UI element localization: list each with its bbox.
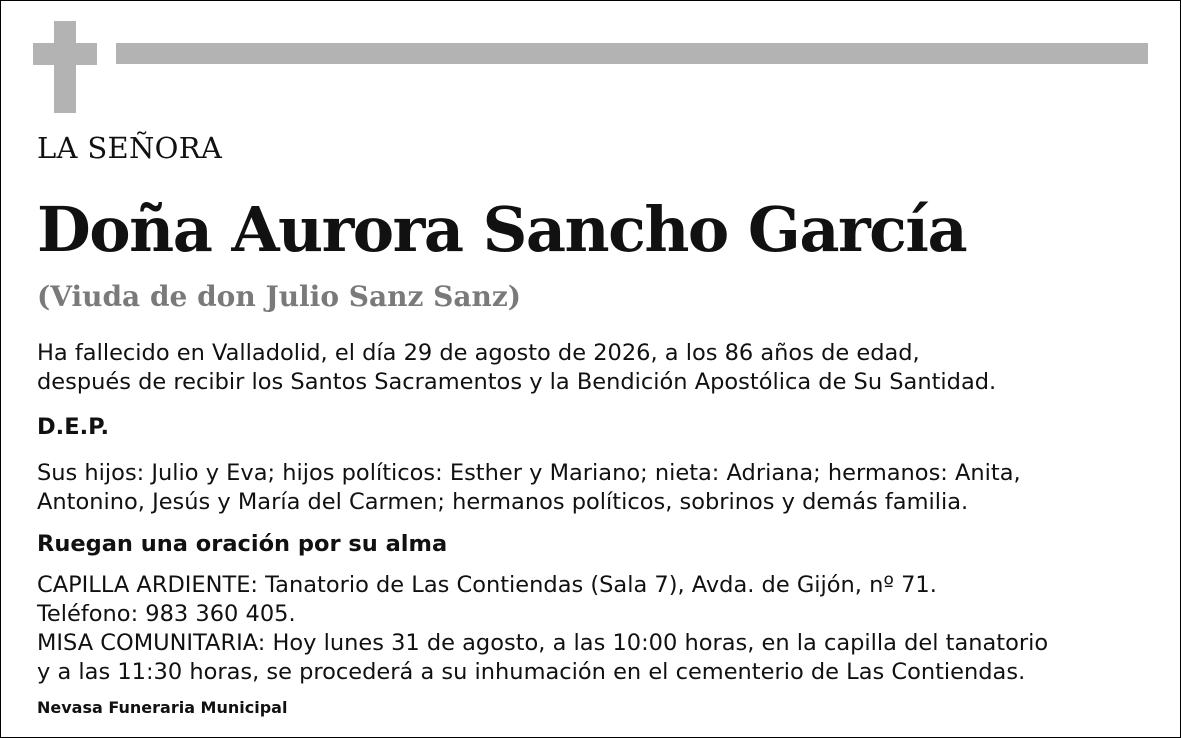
announcement-line: Ha fallecido en Valladolid, el día 29 de agosto de 2026, a los 86 años de edad, bbox=[37, 340, 920, 366]
widow-subtitle: (Viuda de don Julio Sanz Sanz) bbox=[37, 280, 521, 313]
dep-label: D.E.P. bbox=[37, 414, 110, 440]
prayer-heading: Ruegan una oración por su alma bbox=[37, 531, 448, 557]
funeral-home: Nevasa Funeraria Municipal bbox=[37, 698, 288, 717]
announcement-line: después de recibir los Santos Sacramentos y la Bendición Apostólica de Su Santidad. bbox=[37, 369, 997, 395]
details-paragraph bbox=[37, 571, 1048, 687]
cross-icon-horizontal bbox=[33, 43, 97, 65]
details-line: y a las 11:30 horas, se procederá a su inhumación en el cementerio de Las Contiendas. bbox=[37, 659, 1026, 685]
honorific: LA SEÑORA bbox=[37, 131, 223, 165]
announcement-paragraph bbox=[37, 339, 996, 397]
family-line: Sus hijos: Julio y Eva; hijos políticos: Esther y Mariano; nieta: Adriana; hermanos: Anita, bbox=[37, 460, 1021, 486]
cross-icon-vertical bbox=[54, 21, 76, 113]
header-rule bbox=[116, 43, 1148, 64]
family-paragraph bbox=[37, 459, 1021, 517]
deceased-name: Doña Aurora Sancho García bbox=[37, 193, 967, 266]
details-line: MISA COMUNITARIA: Hoy lunes 31 de agosto, a las 10:00 horas, en la capilla del tanatorio bbox=[37, 630, 1049, 656]
family-line: Antonino, Jesús y María del Carmen; hermanos políticos, sobrinos y demás familia. bbox=[37, 489, 969, 515]
details-line: Teléfono: 983 360 405. bbox=[37, 601, 296, 627]
details-line: CAPILLA ARDIENTE: Tanatorio de Las Contiendas (Sala 7), Avda. de Gijón, nº 71. bbox=[37, 572, 937, 598]
